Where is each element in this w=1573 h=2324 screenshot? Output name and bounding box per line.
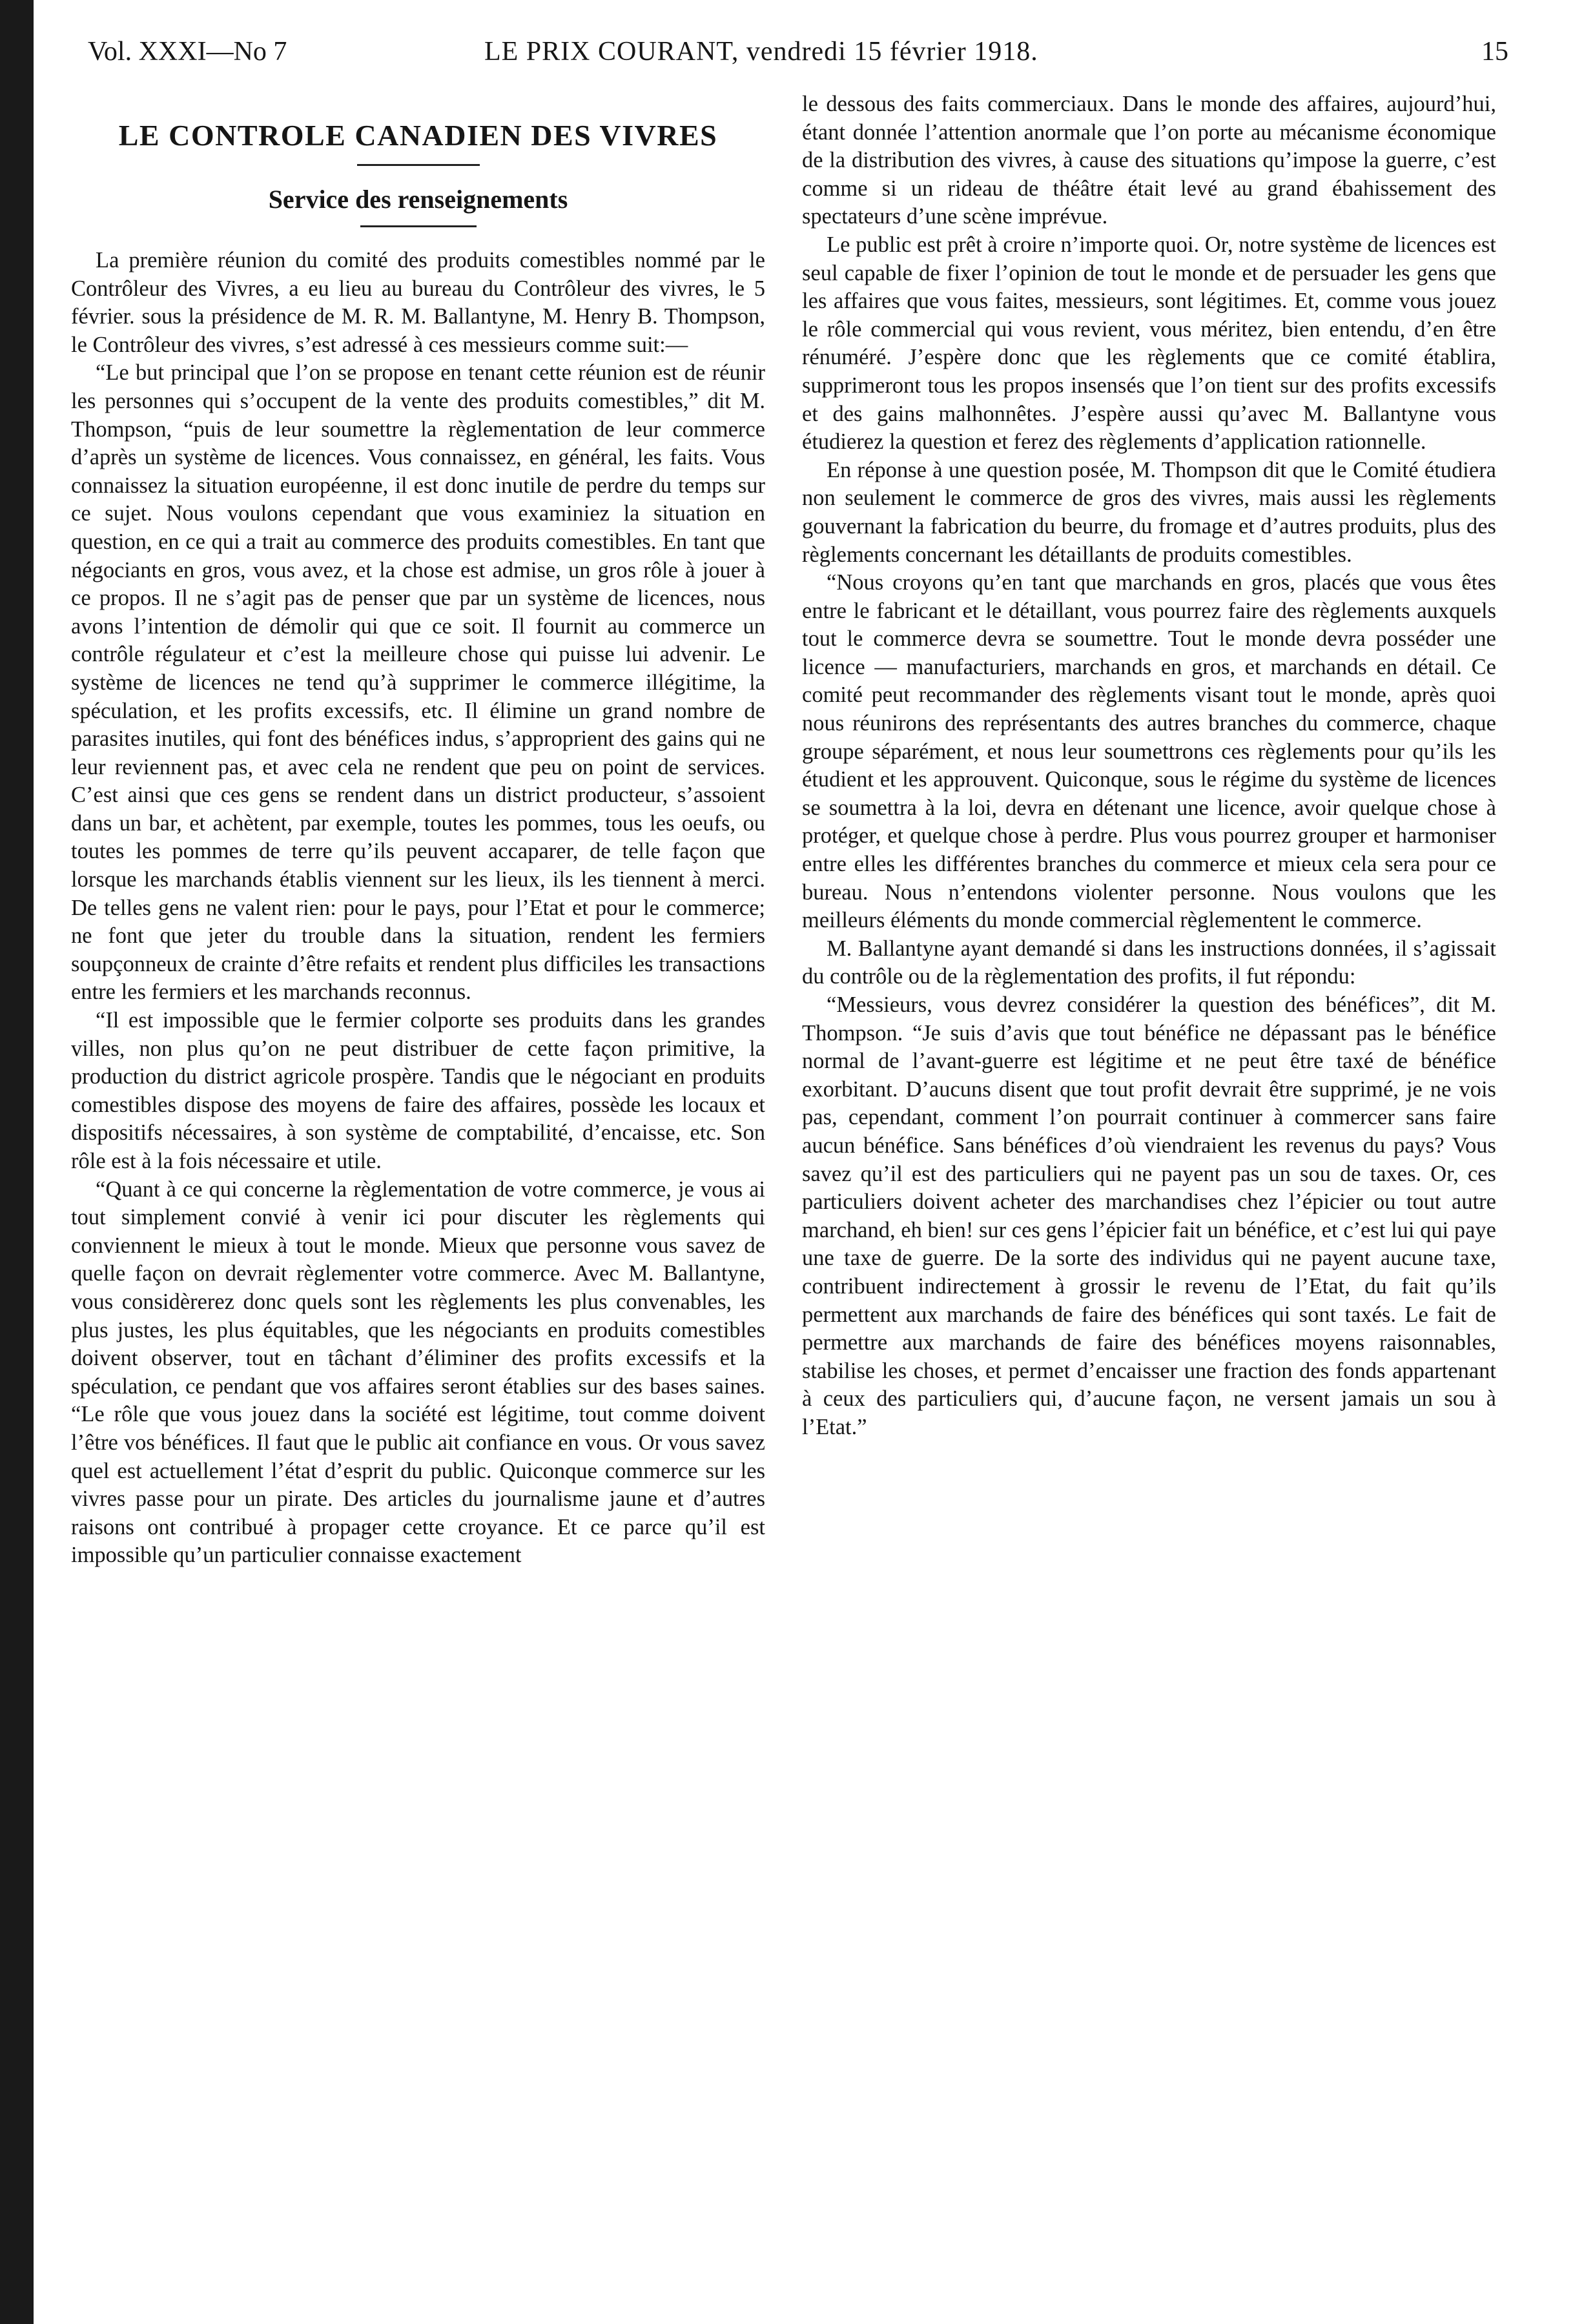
paragraph-continued: le dessous des faits commerciaux. Dans le monde des affaires, aujourd’hui, étant donnée l’attention anormale que l’on porte au mécanisme économique de la distribution des vivres, à cause des situations qu’impose la guerre, c’est comme si un rideau de théâtre était levé au grand ébahissement des spectateurs d’une scène imprévue. [802,92,1496,229]
paragraph: “Nous croyons qu’en tant que marchands en gros, placés que vous êtes entre le fabricant et le détaillant, vous pourrez faire des règlements auxquels tout le commerce devra se soumettre. Tout le monde devra posséder une licence — manufacturiers, marchands en gros, et marchands en détail. Ce comité peut recommander des règlements visant tout le monde, après quoi nous réunirons des représentants des autres branches du commerce, chaque groupe séparément, et nous leur soumettrons ces règlements pour qu’ils les étudient et les approuvent. Quiconque, sous le régime du système de licences se soumettra à la loi, devra en détenant une licence, avoir quelque chose à protéger, et quelque chose à perdre. Plus vous pourrez grouper et harmoniser entre elles les différentes branches du commerce et mieux cela sera pour ce bureau. Nous n’entendons violenter personne. Nous voulons que les meilleurs éléments du monde commercial règlementent le commerce. [802,570,1496,933]
volume-issue: Vol. XXXI—No 7 [88,37,287,67]
paragraph: “Il est impossible que le fermier colporte ses produits dans les grandes villes, non plus qu’on ne peut distribuer de cette façon primitive, la production du district agricole prospère. Tandis que le négociant en produits comestibles dispose des moyens de faire des affaires, possède les locaux et dispositifs nécessaires, à son système de comptabilité, d’encaisse, etc. Son rôle est à la fois nécessaire et utile. [71,1008,765,1173]
left-column [71,90,765,2286]
page-number: 15 [1481,37,1508,67]
article-subtitle: Service des renseignements [268,185,568,214]
article-title: LE CONTROLE CANADIEN DES VIVRES [118,119,718,152]
paragraph: “Messieurs, vous devrez considérer la question des bénéfices”, dit M. Thompson. “Je suis d’avis que tout bénéfice ne dépassant pas le bénéfice normal de l’avant-guerre est légitime et ne peut être taxé de bénéfice exorbitant. D’aucuns disent que tout profit devrait être supprimé, je ne vois pas, cependant, comment l’on pourrait continuer à commercer sans faire aucun bénéfice. Sans bénéfices d’où viendraient les revenus du pays? Vous savez qu’il est des particuliers qui ne payent pas un sou de taxes. Or, ces particuliers doivent acheter des marchandises chez l’épicier ou tout autre marchand, eh bien! sur ces gens l’épicier fait un bénéfice, et c’est lui qui paye une taxe de guerre. De la sorte des individus qui ne payent aucune taxe, contribuent indirectement à grossir le revenu de l’Etat, du fait qu’ils permettent aux marchands de faire des bénéfices qui sont taxés. Le fait de permettre aux marchands de faire des bénéfices moyens raisonnables, stabilise les choses, et permet d’encaisser une fraction des fonds appartenant à ceux des particuliers qui, d’aucune façon, ne versent jamais un sou à l’Etat.” [802,992,1496,1439]
publication-date-line: LE PRIX COURANT, vendredi 15 février 1918. [484,37,1038,67]
paragraph: “Quant à ce qui concerne la règlementation de votre commerce, je vous ai tout simplement convié à venir ici pour discuter les règlements qui conviennent le mieux à tout le monde. Mieux que personne vous savez de quelle façon on devrait règlementer votre commerce. Avec M. Ballantyne, vous considèrerez donc quels sont les règlements les plus convenables, les plus justes, les plus équitables, que les négociants en produits comestibles doivent observer, tout en tâchant d’éliminer des profits excessifs et la spéculation, ce pendant que vos affaires seront établies sur des bases saines. “Le rôle que vous jouez dans la société est légitime, tout comme doivent l’être vos bénéfices. Il faut que le public ait confiance en vous. Or vous savez quel est actuellement l’état d’esprit du public. Quiconque commerce sur les vivres passe pour un pirate. Des articles du journalisme jaune et d’autres raisons ont contribué à propager cette croyance. Et ce parce qu’il est impossible qu’un particulier connaisse exactement [71,1177,765,1568]
paragraph: La première réunion du comité des produits comestibles nommé par le Contrôleur des Vivres, a eu lieu au bureau du Contrôleur des vivres, le 5 février. sous la présidence de M. R. M. Ballantyne, M. Henry B. Thompson, le Contrôleur des vivres, s’est adressé à ces messieurs comme suit:— [71,248,765,357]
paragraph: Le public est prêt à croire n’importe quoi. Or, notre système de licences est seul capable de fixer l’opinion de tout le monde et de persuader les gens que les affaires que vous faites, messieurs, sont légitimes. Et, comme vous jouez le rôle commercial qui vous revient, vous méritez, bien entendu, d’en être rénuméré. J’espère donc que les règlements que ce comité établira, supprimeront tous les propos insensés que l’on tient sur des profits excessifs et des gains malhonnêtes. J’espère aussi qu’avec M. Ballantyne vous étudierez la question et ferez des règlements d’application rationnelle. [802,232,1496,455]
paragraph: En réponse à une question posée, M. Thompson dit que le Comité étudiera non seulement le commerce de gros des vivres, mais aussi les règlements gouvernant la fabrication du beurre, du fromage et d’autres produits, plus des règlements concernant les détaillants de produits comestibles. [802,457,1496,567]
subtitle-divider [360,225,477,227]
running-header [71,26,1508,77]
title-divider [357,164,480,166]
paragraph: M. Ballantyne ayant demandé si dans les instructions données, il s’agissait du contrôle ou de la règlementation des profits, il fut répondu: [802,936,1496,989]
newspaper-page [71,26,1508,2299]
right-column [802,90,1496,2286]
scan-binding-edge [0,0,34,2324]
paragraph: “Le but principal que l’on se propose en tenant cette réunion est de réunir les personnes qui s’occupent de la vente des produits comestibles,” dit M. Thompson, “puis de leur soumettre la règlementation de leur commerce d’après un système de licences. Vous connaissez, en général, les faits. Vous connaissez la situation européenne, il est donc inutile de perdre du temps sur ce sujet. Nous voulons cependant que vous examiniez la situation en question, en ce qui a trait au commerce des produits comestibles. En tant que négociants en gros, vous avez, et la chose est admise, un gros rôle à jouer à ce propos. Il ne s’agit pas de penser que par un système de licences, nous avons l’intention de démolir qui que ce soit. Il fournit au commerce un contrôle régulateur et c’est la meilleure chose qui puisse lui advenir. Le système de licences ne tend qu’à supprimer le commerce illégitime, la spéculation, et les profits excessifs, etc. Il élimine un grand nombre de parasites inutiles, qui font des bénéfices indus, s’approprient des gains qui ne leur reviennent pas, et avec cela ne rendent que peu on point de services. C’est ainsi que ces gens se rendent dans un district producteur, s’assoient dans un bar, et achètent, par exemple, toutes les pommes, tous les oeufs, ou toutes les pommes de terre qu’ils peuvent accaparer, de telle façon que lorsque les marchands établis viennent sur les lieux, ils les tiennent à merci. De telles gens ne valent rien: pour le pays, pour l’Etat et pour le commerce; ne font que jeter du trouble dans la situation, rendent les fermiers soupçonneux de crainte d’être refaits et rendent plus difficiles les transactions entre les fermiers et les marchands reconnus. [71,360,765,1005]
